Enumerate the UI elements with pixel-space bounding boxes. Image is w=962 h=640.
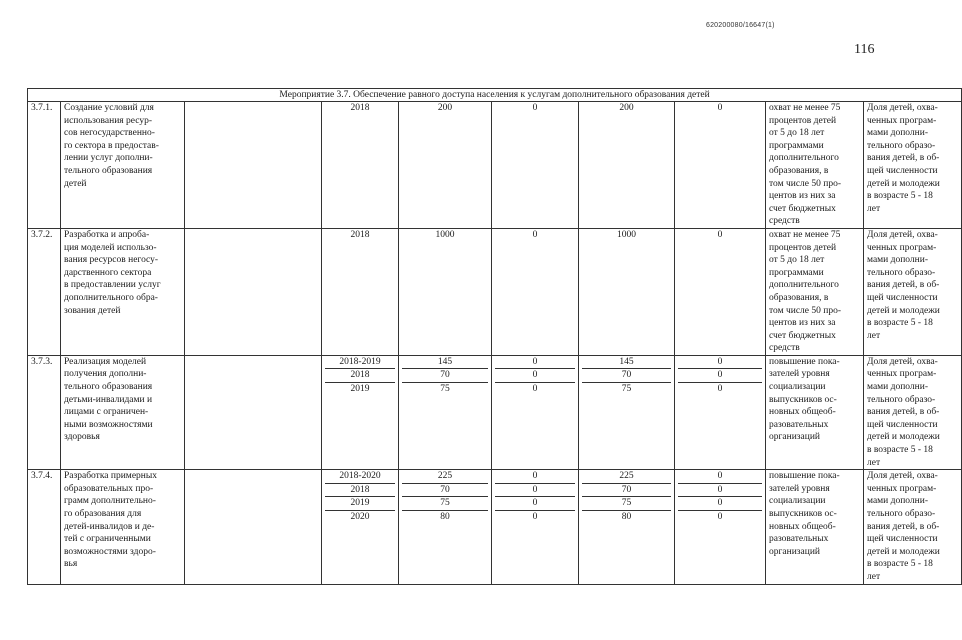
fund2-value: 70 — [582, 484, 671, 498]
result-cell: повышение пока- зателей уровня социализации выпускников ос- новных общеоб- разовательных организаций — [766, 355, 864, 469]
year-value: 2018 — [325, 484, 395, 498]
row-number: 3.7.1. — [28, 102, 61, 229]
table-row — [28, 228, 962, 355]
year-cell: 2018 — [322, 228, 399, 355]
indicator-cell: Доля детей, охва- ченных програм- мами дополни- тельного образо- вания детей, в об- щей численности детей и молодежи в возрасте 5 - 18 лет — [864, 102, 962, 229]
result-cell: охват не менее 75 процентов детей от 5 до 18 лет программами дополнительного образования, в том числе 50 про- центов из них за счет бюджетных средств — [766, 102, 864, 229]
table-caption-row — [28, 89, 962, 102]
total-value: 80 — [440, 512, 450, 522]
fund1-value: 0 — [495, 470, 575, 484]
fund1-cell: 0 — [492, 228, 579, 355]
year-value: 2018-2019 — [325, 356, 395, 370]
table-caption: Мероприятие 3.7. Обеспечение равного доступа населения к услугам дополнительного образования детей — [28, 89, 962, 102]
fund3-value: 0 — [717, 512, 723, 522]
fund3-value: 0 — [717, 384, 723, 395]
executor-cell — [185, 355, 322, 469]
executor-cell — [185, 228, 322, 355]
fund2-value: 80 — [621, 512, 632, 522]
fund2-value: 145 — [582, 356, 671, 370]
fund3-value: 0 — [678, 470, 762, 484]
executor-cell — [185, 470, 322, 584]
total-cell — [399, 470, 492, 584]
year-value: 2019 — [325, 497, 395, 511]
fund1-cell — [492, 470, 579, 584]
year-value: 2020 — [350, 512, 370, 522]
table-row — [28, 102, 962, 229]
year-value: 2018-2020 — [325, 470, 395, 484]
page-number: 116 — [854, 42, 875, 57]
fund3-value: 0 — [678, 356, 762, 370]
fund1-value: 0 — [495, 356, 575, 370]
total-value: 75 — [402, 497, 488, 511]
result-cell: повышение пока- зателей уровня социализации выпускников ос- новных общеоб- разовательных организаций — [766, 470, 864, 584]
row-number: 3.7.2. — [28, 228, 61, 355]
result-cell: охват не менее 75 процентов детей от 5 до 18 лет программами дополнительного образования, в том числе 50 про- центов из них за счет бюджетных средств — [766, 228, 864, 355]
fund1-value: 0 — [495, 497, 575, 511]
total-value: 145 — [402, 356, 488, 370]
fund2-value: 75 — [621, 384, 632, 395]
indicator-cell: Доля детей, охва- ченных програм- мами дополни- тельного образо- вания детей, в об- щей численности детей и молодежи в возрасте 5 - 18 лет — [864, 355, 962, 469]
year-cell — [322, 355, 399, 469]
total-value: 70 — [402, 369, 488, 383]
fund2-cell: 200 — [579, 102, 675, 229]
row-number: 3.7.4. — [28, 470, 61, 584]
fund3-cell — [675, 355, 766, 469]
total-cell: 200 — [399, 102, 492, 229]
total-value: 225 — [402, 470, 488, 484]
fund2-value: 225 — [582, 470, 671, 484]
total-cell: 1000 — [399, 228, 492, 355]
fund3-cell: 0 — [675, 102, 766, 229]
activity-name: Разработка примерных образовательных про- грамм дополнительно- го образования для детей-инвалидов и де- тей с ограниченными возможностями здоро- вья — [61, 470, 185, 584]
executor-cell — [185, 102, 322, 229]
fund1-value: 0 — [495, 369, 575, 383]
activity-name: Разработка и апроба- ция моделей использо- вания ресурсов негосу- дарственного сектора в предоставлении услуг дополнительного обра- зования детей — [61, 228, 185, 355]
fund1-cell — [492, 355, 579, 469]
year-value: 2018 — [325, 369, 395, 383]
total-value: 75 — [440, 384, 450, 395]
fund1-value: 0 — [532, 512, 538, 522]
fund1-cell: 0 — [492, 102, 579, 229]
fund3-value: 0 — [678, 484, 762, 498]
fund2-value: 70 — [582, 369, 671, 383]
fund1-value: 0 — [532, 384, 538, 395]
total-value: 70 — [402, 484, 488, 498]
fund2-cell — [579, 470, 675, 584]
fund3-cell — [675, 470, 766, 584]
fund1-value: 0 — [495, 484, 575, 498]
indicator-cell: Доля детей, охва- ченных програм- мами дополни- тельного образо- вания детей, в об- щей численности детей и молодежи в возрасте 5 - 18 лет — [864, 470, 962, 584]
table-row — [28, 470, 962, 584]
total-cell — [399, 355, 492, 469]
year-value: 2019 — [350, 384, 370, 395]
fund3-cell: 0 — [675, 228, 766, 355]
indicator-cell: Доля детей, охва- ченных програм- мами дополни- тельного образо- вания детей, в об- щей численности детей и молодежи в возрасте 5 - 18 лет — [864, 228, 962, 355]
row-number: 3.7.3. — [28, 355, 61, 469]
activities-table — [27, 88, 962, 585]
activity-name: Реализация моделей получения дополни- тельного образования детьми-инвалидами и лицами с ограничен- ными возможностями здоровья — [61, 355, 185, 469]
activity-name: Создание условий для использования ресур- сов негосударственно- го сектора в предостав- лении услуг дополни- тельного образования детей — [61, 102, 185, 229]
fund2-cell — [579, 355, 675, 469]
fund2-cell: 1000 — [579, 228, 675, 355]
table-row — [28, 355, 962, 469]
year-cell — [322, 470, 399, 584]
fund2-value: 75 — [582, 497, 671, 511]
fund3-value: 0 — [678, 369, 762, 383]
year-cell: 2018 — [322, 102, 399, 229]
document-id: 620200080/16647(1) — [706, 22, 775, 29]
fund3-value: 0 — [678, 497, 762, 511]
